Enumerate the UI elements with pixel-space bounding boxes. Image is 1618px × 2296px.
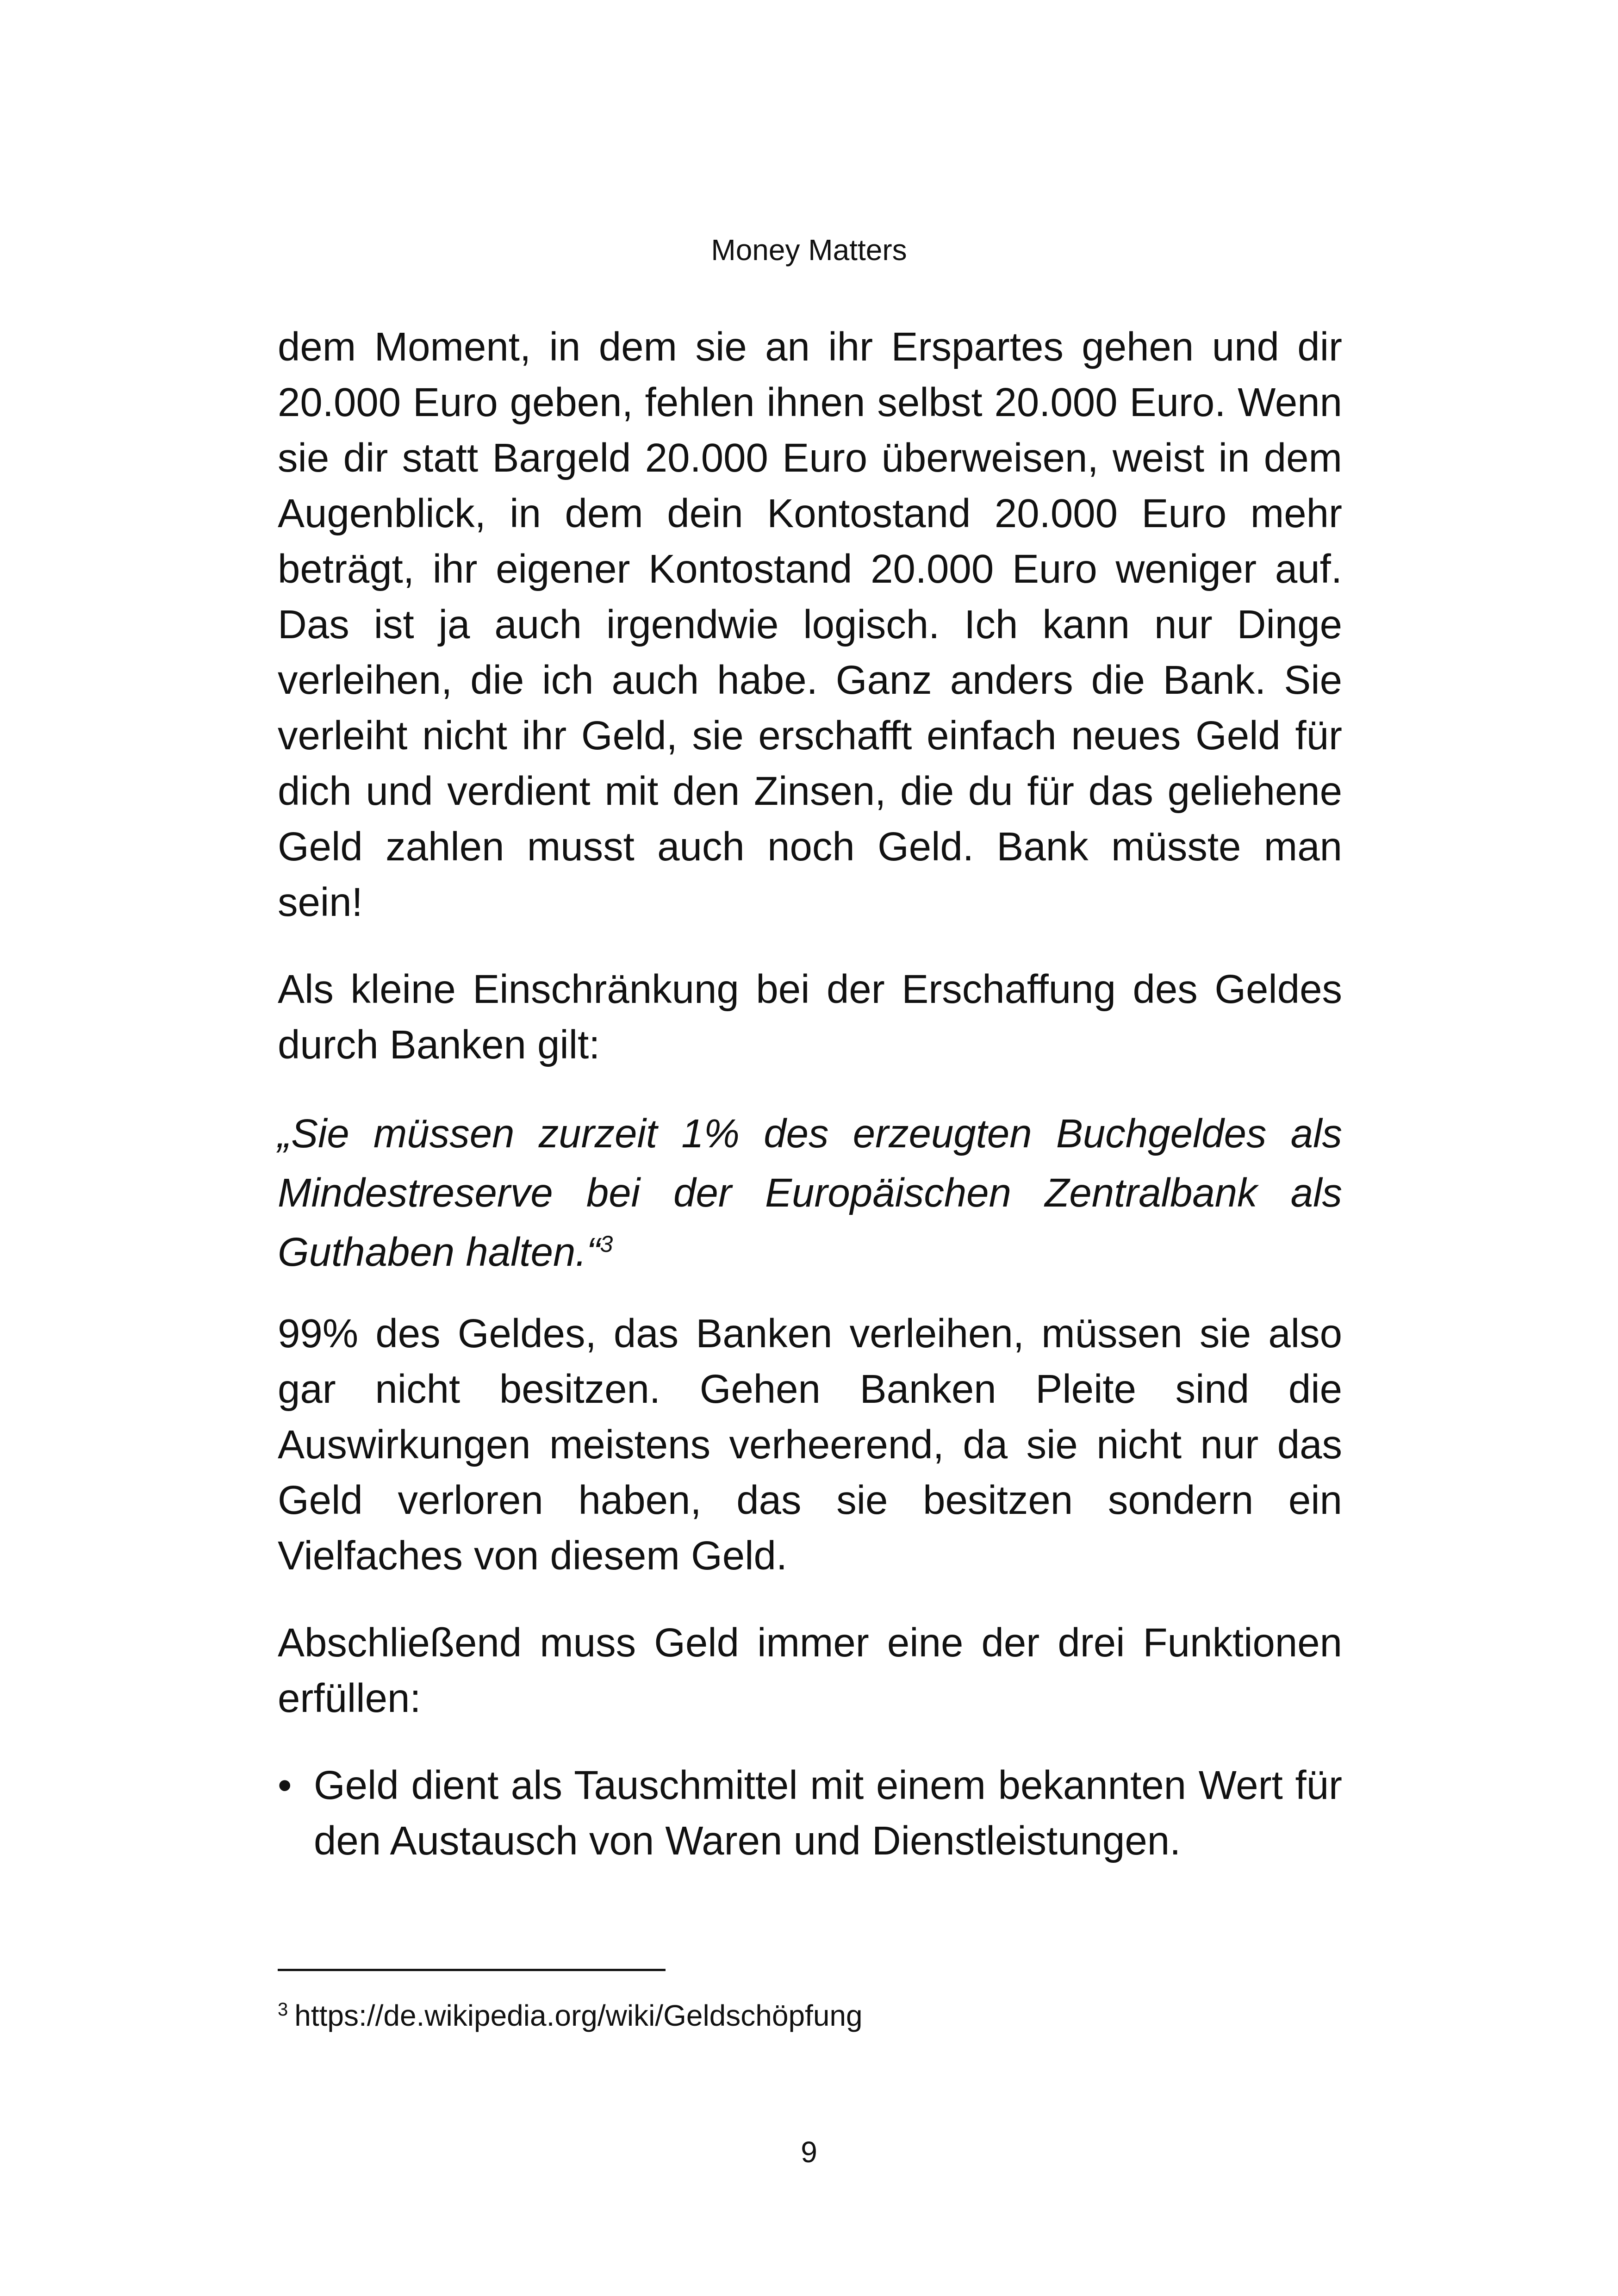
paragraph-1: dem Moment, in dem sie an ihr Erspartes gehen und dir 20.000 Euro geben, fehlen ihnen selbst 20.000 Euro. Wenn sie dir statt Bargeld 20.000 Euro überweisen, weist in dem Augenblick, in dem dein Kontostand 20.000 Euro mehr beträgt, ihr eigener Kontostand 20.000 Euro weniger auf. Das ist ja auch irgendwie logisch. Ich kann nur Dinge verleihen, die ich auch habe. Ganz anders die Bank. Sie verleiht nicht ihr Geld, sie erschafft einfach neues Geld für dich und verdient mit den Zinsen, die du für das geliehene Geld zahlen musst auch noch Geld. Bank müsste man sein! [278,324,1342,925]
bullet-icon: • [278,1763,292,1808]
footnote-link[interactable]: https://de.wikipedia.org/wiki/Geldschöpfung [294,1999,863,2032]
list-item-text: Geld dient als Tauschmittel mit einem bekannten Wert für den Austausch von Waren und Dienstleistungen. [314,1763,1342,1863]
quote-text: „Sie müssen zurzeit 1% des erzeugten Buchgeldes als Mindestreserve bei der Europäischen Zentralbank als Guthaben halten.“ [278,1111,1342,1275]
footnote-number: 3 [278,1999,288,2020]
footnote [278,1995,863,2036]
block-quote [278,1104,1342,1282]
page-number: 9 [801,2135,817,2169]
footnote-divider [278,1969,666,1971]
paragraph-2: Als kleine Einschränkung bei der Erschaffung des Geldes durch Banken gilt: [278,967,1342,1067]
bullet-list [278,1758,1342,1869]
paragraph-3: 99% des Geldes, das Banken verleihen, müssen sie also gar nicht besitzen. Gehen Banken Pleite sind die Auswirkungen meistens verheerend, da sie nicht nur das Geld verloren haben, das sie besitzen sondern ein Vielfaches von diesem Geld. [278,1311,1342,1578]
main-text [278,319,1342,1869]
list-item [278,1758,1342,1869]
paragraph-4: Abschließend muss Geld immer eine der drei Funktionen erfüllen: [278,1620,1342,1721]
running-header: Money Matters [711,233,907,267]
footnote-reference[interactable]: 3 [600,1231,613,1257]
